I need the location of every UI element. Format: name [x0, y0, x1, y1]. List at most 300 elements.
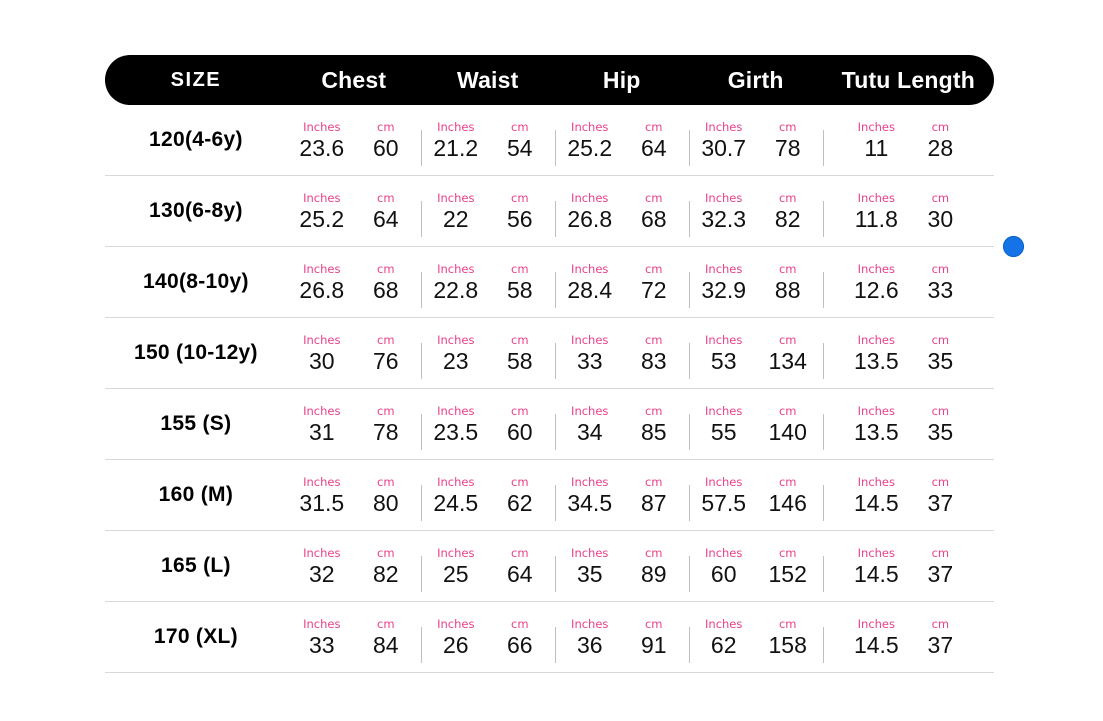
table-row	[105, 531, 994, 602]
unit-block-inches	[566, 120, 614, 161]
unit-block-cm	[362, 120, 410, 161]
unit-block-cm	[630, 404, 678, 445]
unit-label-cm: cm	[377, 119, 395, 134]
unit-label-inches: Inches	[303, 616, 341, 631]
unit-label-cm: cm	[931, 261, 950, 276]
value-chest-cm: 76	[373, 347, 399, 374]
cell-hip	[555, 617, 689, 658]
value-girth-cm: 88	[774, 276, 801, 303]
value-girth-inches: 53	[710, 347, 737, 374]
unit-block-cm	[362, 333, 410, 374]
unit-block-inches	[432, 475, 480, 516]
value-girth-inches: 62	[710, 631, 737, 658]
value-chest-cm: 60	[373, 134, 399, 161]
table-row	[105, 176, 994, 247]
unit-label-inches: Inches	[571, 261, 609, 276]
column-header-girth: Girth	[727, 66, 784, 93]
value-girth-cm: 152	[768, 560, 807, 587]
value-waist-inches: 25	[442, 560, 469, 587]
unit-block-cm	[362, 475, 410, 516]
unit-label-inches: Inches	[303, 332, 341, 347]
unit-label-inches: Inches	[303, 474, 341, 489]
unit-block-cm	[496, 617, 544, 658]
unit-label-cm: cm	[377, 332, 395, 347]
unit-label-inches: Inches	[857, 545, 895, 560]
cell-chest	[287, 191, 421, 232]
value-girth-cm: 134	[768, 347, 807, 374]
cell-waist	[421, 475, 555, 516]
unit-label-cm: cm	[377, 190, 395, 205]
cell-hip	[555, 191, 689, 232]
value-tutu-inches: 13.5	[853, 418, 899, 445]
unit-block-cm	[496, 404, 544, 445]
cell-chest	[287, 262, 421, 303]
unit-block-inches	[700, 262, 748, 303]
cell-hip	[555, 475, 689, 516]
value-waist-cm: 66	[506, 631, 533, 658]
cell-waist	[421, 546, 555, 587]
unit-block-inches	[432, 333, 480, 374]
column-header-tutu-length: Tutu Length	[841, 66, 975, 93]
cell-tutu	[823, 546, 994, 587]
unit-label-cm: cm	[511, 616, 529, 631]
cell-tutu	[823, 120, 994, 161]
value-girth-cm: 82	[774, 205, 801, 232]
cell-size: 155 (S)	[160, 412, 232, 435]
unit-label-inches: Inches	[705, 332, 743, 347]
unit-label-cm: cm	[644, 261, 663, 276]
unit-label-inches: Inches	[705, 119, 743, 134]
value-hip-cm: 72	[640, 276, 667, 303]
unit-block-inches	[852, 262, 900, 303]
unit-label-inches: Inches	[571, 119, 609, 134]
value-tutu-inches: 13.5	[853, 347, 899, 374]
unit-block-inches	[566, 191, 614, 232]
unit-block-cm	[630, 333, 678, 374]
unit-label-inches: Inches	[437, 545, 475, 560]
value-chest-cm: 64	[373, 205, 399, 232]
unit-label-cm: cm	[644, 403, 663, 418]
unit-label-cm: cm	[511, 474, 529, 489]
cell-girth	[689, 404, 823, 445]
unit-block-cm	[916, 617, 964, 658]
unit-block-cm	[496, 333, 544, 374]
unit-block-inches	[298, 191, 346, 232]
unit-block-inches	[432, 191, 480, 232]
unit-label-inches: Inches	[857, 474, 895, 489]
unit-label-cm: cm	[644, 332, 663, 347]
unit-label-cm: cm	[511, 261, 529, 276]
unit-block-inches	[852, 333, 900, 374]
value-chest-inches: 31	[309, 418, 335, 445]
unit-label-inches: Inches	[437, 616, 475, 631]
unit-label-cm: cm	[778, 261, 797, 276]
unit-label-inches: Inches	[437, 119, 475, 134]
unit-label-cm: cm	[778, 403, 797, 418]
unit-label-cm: cm	[931, 474, 950, 489]
unit-block-inches	[432, 120, 480, 161]
value-chest-inches: 31.5	[299, 489, 345, 516]
unit-block-inches	[298, 404, 346, 445]
table-row	[105, 460, 994, 531]
unit-block-inches	[566, 333, 614, 374]
value-waist-inches: 23	[442, 347, 469, 374]
value-tutu-cm: 35	[927, 347, 954, 374]
value-hip-inches: 26.8	[567, 205, 613, 232]
value-hip-cm: 85	[640, 418, 667, 445]
unit-block-cm	[630, 262, 678, 303]
value-chest-cm: 80	[373, 489, 399, 516]
value-waist-inches: 22	[442, 205, 469, 232]
column-header-size: SIZE	[170, 68, 222, 91]
unit-label-inches: Inches	[571, 190, 609, 205]
cursor-marker-dot	[1003, 236, 1024, 257]
unit-label-inches: Inches	[303, 545, 341, 560]
unit-label-cm: cm	[511, 119, 529, 134]
unit-label-inches: Inches	[571, 616, 609, 631]
cell-girth	[689, 475, 823, 516]
unit-block-cm	[362, 546, 410, 587]
value-girth-inches: 32.3	[701, 205, 747, 232]
unit-label-cm: cm	[778, 474, 797, 489]
unit-label-inches: Inches	[303, 261, 341, 276]
unit-label-cm: cm	[931, 119, 950, 134]
unit-label-inches: Inches	[857, 190, 895, 205]
unit-block-inches	[566, 475, 614, 516]
value-tutu-cm: 37	[927, 631, 954, 658]
unit-block-cm	[496, 191, 544, 232]
cell-tutu	[823, 191, 994, 232]
value-waist-inches: 26	[442, 631, 469, 658]
cell-tutu	[823, 404, 994, 445]
unit-label-inches: Inches	[857, 403, 895, 418]
unit-label-cm: cm	[511, 403, 529, 418]
unit-block-inches	[298, 333, 346, 374]
value-hip-inches: 35	[576, 560, 603, 587]
unit-label-inches: Inches	[705, 403, 743, 418]
unit-label-cm: cm	[931, 545, 950, 560]
unit-label-inches: Inches	[571, 332, 609, 347]
unit-block-cm	[496, 120, 544, 161]
value-hip-inches: 33	[576, 347, 603, 374]
value-hip-cm: 68	[640, 205, 667, 232]
cell-hip	[555, 333, 689, 374]
unit-label-cm: cm	[644, 474, 663, 489]
value-chest-cm: 82	[373, 560, 399, 587]
unit-block-inches	[700, 617, 748, 658]
unit-label-inches: Inches	[303, 119, 341, 134]
unit-block-inches	[298, 475, 346, 516]
unit-label-cm: cm	[644, 119, 663, 134]
unit-block-cm	[764, 404, 812, 445]
cell-size: 170 (XL)	[153, 625, 238, 648]
cell-hip	[555, 262, 689, 303]
unit-block-cm	[764, 191, 812, 232]
unit-block-inches	[852, 617, 900, 658]
value-girth-cm: 140	[768, 418, 807, 445]
unit-block-cm	[496, 262, 544, 303]
unit-label-cm: cm	[377, 403, 395, 418]
value-hip-cm: 89	[640, 560, 667, 587]
value-tutu-cm: 35	[927, 418, 954, 445]
cell-girth	[689, 333, 823, 374]
value-tutu-inches: 14.5	[853, 489, 899, 516]
unit-block-inches	[852, 475, 900, 516]
unit-block-cm	[630, 546, 678, 587]
unit-block-inches	[700, 404, 748, 445]
value-chest-cm: 78	[373, 418, 399, 445]
value-tutu-inches: 14.5	[853, 560, 899, 587]
cell-girth	[689, 617, 823, 658]
unit-block-cm	[916, 333, 964, 374]
unit-block-inches	[700, 333, 748, 374]
unit-label-cm: cm	[511, 332, 529, 347]
cell-tutu	[823, 262, 994, 303]
unit-label-cm: cm	[377, 261, 395, 276]
unit-label-cm: cm	[778, 545, 797, 560]
unit-label-cm: cm	[511, 545, 529, 560]
value-waist-inches: 24.5	[433, 489, 479, 516]
cell-size: 140(8-10y)	[143, 270, 249, 293]
cell-waist	[421, 262, 555, 303]
cell-waist	[421, 191, 555, 232]
unit-label-inches: Inches	[705, 616, 743, 631]
unit-label-cm: cm	[644, 616, 663, 631]
cell-hip	[555, 546, 689, 587]
unit-label-inches: Inches	[303, 403, 341, 418]
unit-label-cm: cm	[377, 474, 395, 489]
cell-hip	[555, 404, 689, 445]
cell-waist	[421, 120, 555, 161]
value-girth-inches: 60	[710, 560, 737, 587]
unit-block-inches	[298, 120, 346, 161]
unit-label-cm: cm	[377, 616, 395, 631]
unit-label-inches: Inches	[705, 190, 743, 205]
value-tutu-inches: 11	[864, 134, 889, 161]
value-chest-inches: 23.6	[299, 134, 345, 161]
value-girth-cm: 146	[768, 489, 807, 516]
unit-block-cm	[764, 333, 812, 374]
unit-label-inches: Inches	[437, 261, 475, 276]
unit-block-cm	[496, 546, 544, 587]
unit-block-inches	[432, 617, 480, 658]
cell-hip	[555, 120, 689, 161]
cell-tutu	[823, 475, 994, 516]
cell-tutu	[823, 333, 994, 374]
unit-block-cm	[630, 475, 678, 516]
unit-block-cm	[764, 262, 812, 303]
cell-tutu	[823, 617, 994, 658]
value-hip-cm: 83	[640, 347, 667, 374]
value-tutu-cm: 30	[927, 205, 954, 232]
cell-chest	[287, 475, 421, 516]
value-tutu-cm: 37	[927, 560, 954, 587]
unit-block-cm	[630, 191, 678, 232]
unit-label-inches: Inches	[303, 190, 341, 205]
table-body	[105, 105, 994, 673]
unit-label-cm: cm	[511, 190, 529, 205]
unit-label-inches: Inches	[571, 474, 609, 489]
unit-block-inches	[566, 546, 614, 587]
value-girth-inches: 32.9	[701, 276, 747, 303]
unit-block-cm	[630, 617, 678, 658]
unit-label-cm: cm	[377, 545, 395, 560]
unit-block-cm	[764, 475, 812, 516]
unit-block-inches	[700, 191, 748, 232]
value-hip-cm: 87	[640, 489, 667, 516]
unit-block-cm	[916, 120, 964, 161]
unit-label-cm: cm	[644, 545, 663, 560]
unit-label-cm: cm	[778, 119, 797, 134]
unit-label-cm: cm	[931, 332, 950, 347]
unit-label-inches: Inches	[857, 119, 895, 134]
unit-block-cm	[916, 404, 964, 445]
unit-label-cm: cm	[778, 616, 797, 631]
unit-block-inches	[700, 120, 748, 161]
table-row	[105, 105, 994, 176]
unit-label-inches: Inches	[705, 474, 743, 489]
unit-block-inches	[298, 262, 346, 303]
unit-block-cm	[362, 191, 410, 232]
value-hip-inches: 36	[576, 631, 603, 658]
unit-block-inches	[700, 546, 748, 587]
value-chest-cm: 84	[373, 631, 399, 658]
unit-label-cm: cm	[778, 332, 797, 347]
value-chest-inches: 30	[309, 347, 335, 374]
value-waist-cm: 54	[506, 134, 533, 161]
column-header-chest: Chest	[321, 66, 387, 93]
unit-block-cm	[916, 475, 964, 516]
value-chest-cm: 68	[373, 276, 399, 303]
table-row	[105, 389, 994, 460]
value-waist-inches: 21.2	[433, 134, 479, 161]
cell-size: 120(4-6y)	[149, 128, 243, 151]
value-tutu-inches: 12.6	[853, 276, 899, 303]
table-row	[105, 602, 994, 673]
unit-block-cm	[362, 262, 410, 303]
cell-chest	[287, 333, 421, 374]
value-tutu-inches: 14.5	[853, 631, 899, 658]
unit-label-inches: Inches	[437, 332, 475, 347]
cell-size: 150 (10-12y)	[133, 341, 258, 364]
value-waist-cm: 62	[506, 489, 533, 516]
unit-label-inches: Inches	[437, 190, 475, 205]
value-hip-cm: 64	[640, 134, 667, 161]
unit-block-cm	[764, 120, 812, 161]
value-tutu-cm: 33	[927, 276, 954, 303]
table-row	[105, 318, 994, 389]
value-tutu-cm: 37	[927, 489, 954, 516]
unit-block-cm	[916, 262, 964, 303]
unit-block-inches	[566, 262, 614, 303]
unit-block-cm	[496, 475, 544, 516]
unit-label-cm: cm	[931, 616, 950, 631]
value-hip-inches: 34	[576, 418, 603, 445]
unit-block-cm	[764, 546, 812, 587]
unit-block-inches	[298, 546, 346, 587]
unit-block-inches	[566, 617, 614, 658]
unit-block-cm	[764, 617, 812, 658]
unit-label-cm: cm	[644, 190, 663, 205]
value-chest-inches: 26.8	[299, 276, 345, 303]
unit-block-inches	[566, 404, 614, 445]
unit-label-inches: Inches	[437, 403, 475, 418]
value-waist-inches: 22.8	[433, 276, 479, 303]
unit-block-inches	[432, 404, 480, 445]
cell-chest	[287, 617, 421, 658]
column-header-waist: Waist	[457, 66, 519, 93]
value-girth-inches: 30.7	[701, 134, 747, 161]
column-header-hip: Hip	[602, 66, 641, 93]
unit-block-inches	[852, 191, 900, 232]
value-chest-inches: 33	[309, 631, 335, 658]
cell-size: 130(6-8y)	[149, 199, 243, 222]
unit-label-inches: Inches	[705, 261, 743, 276]
value-waist-cm: 60	[506, 418, 533, 445]
value-tutu-inches: 11.8	[854, 205, 898, 232]
unit-block-inches	[852, 404, 900, 445]
value-hip-inches: 28.4	[567, 276, 613, 303]
unit-label-cm: cm	[931, 403, 950, 418]
table-header-row	[105, 55, 994, 105]
unit-block-inches	[700, 475, 748, 516]
unit-block-cm	[916, 191, 964, 232]
unit-block-cm	[362, 404, 410, 445]
cell-waist	[421, 404, 555, 445]
cell-waist	[421, 617, 555, 658]
cell-size: 160 (M)	[158, 483, 234, 506]
table-row	[105, 247, 994, 318]
cell-waist	[421, 333, 555, 374]
unit-label-cm: cm	[778, 190, 797, 205]
unit-block-inches	[298, 617, 346, 658]
value-waist-cm: 56	[506, 205, 533, 232]
unit-label-inches: Inches	[857, 616, 895, 631]
value-girth-cm: 78	[774, 134, 801, 161]
unit-block-cm	[630, 120, 678, 161]
value-tutu-cm: 28	[927, 134, 954, 161]
value-girth-inches: 57.5	[701, 489, 747, 516]
value-waist-cm: 58	[506, 276, 533, 303]
cell-chest	[287, 404, 421, 445]
cell-chest	[287, 120, 421, 161]
cell-size: 165 (L)	[161, 554, 231, 577]
cell-girth	[689, 546, 823, 587]
size-chart	[105, 55, 994, 673]
value-chest-inches: 32	[309, 560, 335, 587]
value-waist-inches: 23.5	[433, 418, 479, 445]
value-girth-cm: 158	[768, 631, 807, 658]
cell-girth	[689, 120, 823, 161]
value-girth-inches: 55	[710, 418, 737, 445]
unit-label-inches: Inches	[705, 545, 743, 560]
value-hip-cm: 91	[640, 631, 667, 658]
unit-block-cm	[916, 546, 964, 587]
unit-block-inches	[432, 262, 480, 303]
value-waist-cm: 58	[506, 347, 533, 374]
unit-label-inches: Inches	[571, 403, 609, 418]
unit-label-inches: Inches	[437, 474, 475, 489]
unit-block-cm	[362, 617, 410, 658]
value-hip-inches: 34.5	[567, 489, 613, 516]
value-chest-inches: 25.2	[299, 205, 345, 232]
unit-block-inches	[852, 546, 900, 587]
unit-label-inches: Inches	[857, 332, 895, 347]
unit-label-inches: Inches	[857, 261, 895, 276]
unit-label-cm: cm	[931, 190, 950, 205]
cell-girth	[689, 262, 823, 303]
unit-block-inches	[852, 120, 900, 161]
